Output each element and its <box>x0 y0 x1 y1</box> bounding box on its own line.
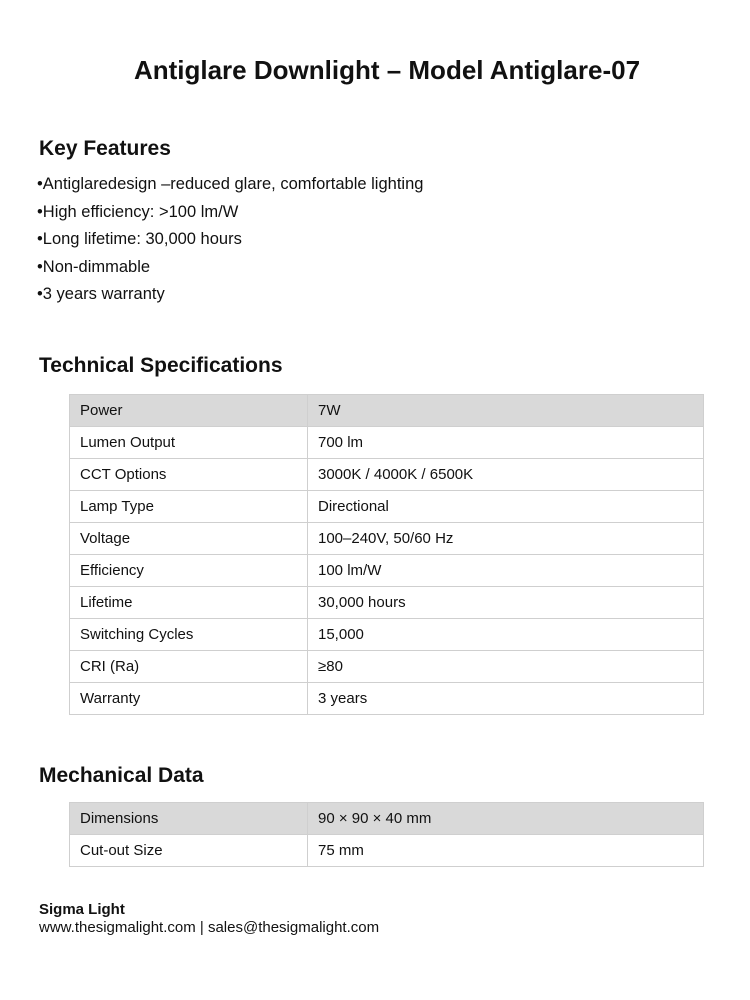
spec-value: 3000K / 4000K / 6500K <box>308 459 704 491</box>
table-row <box>70 459 704 491</box>
spec-value: 100 lm/W <box>308 555 704 587</box>
spec-label: Voltage <box>70 523 308 555</box>
spec-label: Power <box>70 395 308 427</box>
feature-item: • Long lifetime: 30,000 hours <box>37 226 423 254</box>
spec-label: Switching Cycles <box>70 619 308 651</box>
spec-value: 700 lm <box>308 427 704 459</box>
table-row <box>70 587 704 619</box>
table-row <box>70 803 704 835</box>
table-row <box>70 491 704 523</box>
table-row <box>70 523 704 555</box>
spec-label: Warranty <box>70 683 308 715</box>
spec-label: Lifetime <box>70 587 308 619</box>
table-row <box>70 395 704 427</box>
table-row <box>70 619 704 651</box>
spec-value: 3 years <box>308 683 704 715</box>
spec-label: Cut-out Size <box>70 835 308 867</box>
spec-value: 7W <box>308 395 704 427</box>
key-features-heading: Key Features <box>39 137 171 160</box>
table-row <box>70 651 704 683</box>
technical-specifications-heading: Technical Specifications <box>39 354 283 377</box>
table-row <box>70 427 704 459</box>
contact-info: www.thesigmalight.com | sales@thesigmalight.com <box>39 919 380 936</box>
feature-list <box>37 171 423 309</box>
spec-label: Dimensions <box>70 803 308 835</box>
feature-item: • Non-dimmable <box>37 254 423 282</box>
mechanical-data-heading: Mechanical Data <box>39 764 204 787</box>
company-name: Sigma Light <box>39 901 125 918</box>
mechanical-data-table <box>69 802 704 867</box>
spec-value: ≥80 <box>308 651 704 683</box>
spec-value: 30,000 hours <box>308 587 704 619</box>
footer <box>39 901 379 937</box>
spec-value: 100–240V, 50/60 Hz <box>308 523 704 555</box>
spec-value: 75 mm <box>308 835 704 867</box>
spec-value: Directional <box>308 491 704 523</box>
feature-item: • 3 years warranty <box>37 281 423 309</box>
spec-label: Lamp Type <box>70 491 308 523</box>
spec-value: 15,000 <box>308 619 704 651</box>
spec-value: 90 × 90 × 40 mm <box>308 803 704 835</box>
feature-item: • High efficiency: >100 lm/W <box>37 199 423 227</box>
table-row <box>70 683 704 715</box>
table-row <box>70 835 704 867</box>
spec-label: Efficiency <box>70 555 308 587</box>
spec-label: CCT Options <box>70 459 308 491</box>
spec-label: CRI (Ra) <box>70 651 308 683</box>
technical-specifications-table <box>69 394 704 715</box>
spec-label: Lumen Output <box>70 427 308 459</box>
table-row <box>70 555 704 587</box>
feature-item: • Antiglaredesign –reduced glare, comfortable lighting <box>37 171 423 199</box>
page-title: Antiglare Downlight – Model Antiglare-07 <box>133 55 641 85</box>
